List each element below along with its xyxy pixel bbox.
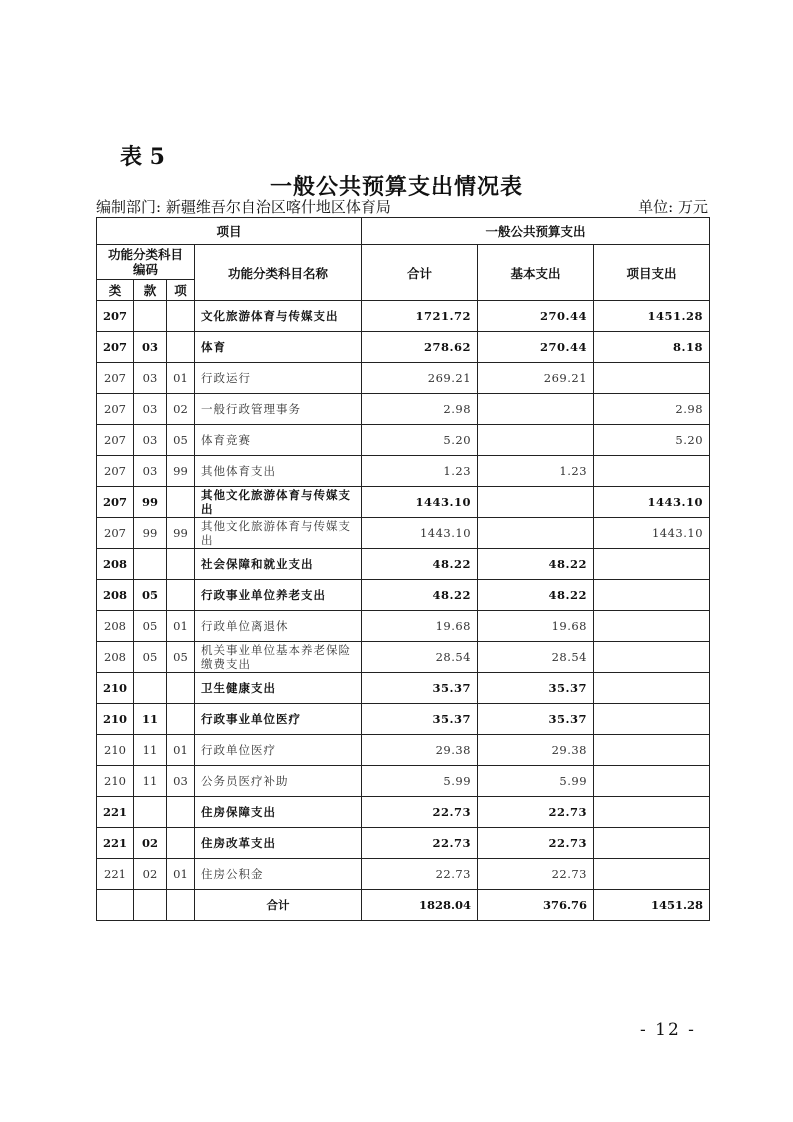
cell-lei: 207 — [97, 394, 134, 425]
table-row — [97, 735, 710, 766]
table-row — [97, 580, 710, 611]
cell-name: 其他文化旅游体育与传媒支出 — [195, 487, 362, 518]
header-row-mid — [97, 245, 710, 280]
cell-name: 体育竞赛 — [195, 425, 362, 456]
cell-total: 5.99 — [362, 766, 478, 797]
cell-name: 行政单位医疗 — [195, 735, 362, 766]
cell-kuan: 11 — [134, 735, 167, 766]
cell-total: 1443.10 — [362, 487, 478, 518]
table-row — [97, 859, 710, 890]
cell-basic: 269.21 — [478, 363, 594, 394]
cell-name: 文化旅游体育与传媒支出 — [195, 301, 362, 332]
cell-kuan: 03 — [134, 363, 167, 394]
cell-total: 1443.10 — [362, 518, 478, 549]
table-row — [97, 828, 710, 859]
cell-lei: 207 — [97, 456, 134, 487]
cell-xiang — [167, 797, 195, 828]
header-code: 功能分类科目编码 — [97, 245, 195, 280]
cell-basic: 1.23 — [478, 456, 594, 487]
totals-label: 合计 — [195, 890, 362, 921]
totals-project: 1451.28 — [594, 890, 710, 921]
cell-lei: 221 — [97, 859, 134, 890]
meta-row — [96, 196, 708, 217]
cell-total: 1.23 — [362, 456, 478, 487]
document-title: 一般公共预算支出情况表 — [269, 174, 523, 200]
cell-lei: 221 — [97, 828, 134, 859]
cell-total: 35.37 — [362, 704, 478, 735]
cell-lei: 207 — [97, 518, 134, 549]
cell-project — [594, 580, 710, 611]
cell-basic: 22.73 — [478, 859, 594, 890]
cell-name: 住房公积金 — [195, 859, 362, 890]
cell-kuan — [134, 673, 167, 704]
cell-xiang: 03 — [167, 766, 195, 797]
cell-xiang — [167, 549, 195, 580]
cell-total: 269.21 — [362, 363, 478, 394]
cell-project — [594, 859, 710, 890]
cell-lei: 207 — [97, 363, 134, 394]
cell-basic: 270.44 — [478, 332, 594, 363]
cell-total: 35.37 — [362, 673, 478, 704]
table-row — [97, 704, 710, 735]
cell-lei: 210 — [97, 735, 134, 766]
cell-kuan — [134, 549, 167, 580]
cell-xiang: 99 — [167, 456, 195, 487]
cell-xiang: 01 — [167, 363, 195, 394]
cell-lei: 207 — [97, 332, 134, 363]
cell-name: 卫生健康支出 — [195, 673, 362, 704]
cell-project — [594, 704, 710, 735]
cell-xiang — [167, 580, 195, 611]
cell-basic: 19.68 — [478, 611, 594, 642]
cell-project — [594, 363, 710, 394]
cell-kuan: 05 — [134, 611, 167, 642]
page-number: - 12 - — [640, 1020, 696, 1040]
cell-basic: 35.37 — [478, 704, 594, 735]
header-total: 合计 — [362, 245, 478, 301]
table-row — [97, 425, 710, 456]
cell-project: 8.18 — [594, 332, 710, 363]
cell-lei: 208 — [97, 580, 134, 611]
cell-project: 1443.10 — [594, 487, 710, 518]
totals-xiang — [167, 890, 195, 921]
cell-total: 1721.72 — [362, 301, 478, 332]
cell-basic: 35.37 — [478, 673, 594, 704]
cell-name: 其他体育支出 — [195, 456, 362, 487]
table-row — [97, 456, 710, 487]
table-row — [97, 518, 710, 549]
cell-lei: 210 — [97, 704, 134, 735]
department-label: 编制部门: 新疆维吾尔自治区喀什地区体育局 — [96, 198, 391, 216]
header-item: 项目 — [97, 218, 362, 245]
cell-lei: 208 — [97, 611, 134, 642]
cell-lei: 207 — [97, 425, 134, 456]
cell-kuan: 03 — [134, 394, 167, 425]
cell-xiang — [167, 301, 195, 332]
cell-kuan: 02 — [134, 859, 167, 890]
cell-basic: 29.38 — [478, 735, 594, 766]
table-row — [97, 549, 710, 580]
totals-lei — [97, 890, 134, 921]
totals-kuan — [134, 890, 167, 921]
cell-xiang: 05 — [167, 425, 195, 456]
cell-total: 29.38 — [362, 735, 478, 766]
cell-name: 行政事业单位医疗 — [195, 704, 362, 735]
cell-kuan: 05 — [134, 642, 167, 673]
cell-project: 5.20 — [594, 425, 710, 456]
cell-kuan: 03 — [134, 425, 167, 456]
cell-kuan: 11 — [134, 766, 167, 797]
cell-kuan — [134, 301, 167, 332]
cell-name: 公务员医疗补助 — [195, 766, 362, 797]
cell-lei: 208 — [97, 642, 134, 673]
cell-total: 278.62 — [362, 332, 478, 363]
cell-xiang: 02 — [167, 394, 195, 425]
cell-basic: 22.73 — [478, 828, 594, 859]
cell-project — [594, 611, 710, 642]
cell-name: 行政事业单位养老支出 — [195, 580, 362, 611]
cell-name: 行政运行 — [195, 363, 362, 394]
totals-row — [97, 890, 710, 921]
cell-basic: 48.22 — [478, 580, 594, 611]
cell-xiang: 05 — [167, 642, 195, 673]
header-project: 项目支出 — [594, 245, 710, 301]
cell-basic: 270.44 — [478, 301, 594, 332]
cell-xiang — [167, 828, 195, 859]
cell-project: 2.98 — [594, 394, 710, 425]
cell-xiang: 01 — [167, 859, 195, 890]
cell-name: 行政单位离退休 — [195, 611, 362, 642]
cell-name: 住房改革支出 — [195, 828, 362, 859]
cell-total: 5.20 — [362, 425, 478, 456]
cell-lei: 208 — [97, 549, 134, 580]
cell-basic — [478, 425, 594, 456]
cell-xiang — [167, 704, 195, 735]
cell-project — [594, 673, 710, 704]
header-kuan: 款 — [134, 280, 167, 301]
cell-basic — [478, 487, 594, 518]
cell-project: 1443.10 — [594, 518, 710, 549]
cell-project — [594, 797, 710, 828]
cell-kuan: 11 — [134, 704, 167, 735]
cell-kuan: 05 — [134, 580, 167, 611]
cell-xiang: 99 — [167, 518, 195, 549]
table-number: 表 5 — [120, 144, 165, 170]
cell-name: 一般行政管理事务 — [195, 394, 362, 425]
cell-lei: 210 — [97, 673, 134, 704]
cell-kuan: 03 — [134, 456, 167, 487]
totals-total: 1828.04 — [362, 890, 478, 921]
cell-name: 其他文化旅游体育与传媒支出 — [195, 518, 362, 549]
cell-xiang — [167, 673, 195, 704]
cell-name: 社会保障和就业支出 — [195, 549, 362, 580]
cell-project — [594, 549, 710, 580]
cell-basic — [478, 518, 594, 549]
cell-name: 住房保障支出 — [195, 797, 362, 828]
cell-kuan: 99 — [134, 518, 167, 549]
table-row — [97, 332, 710, 363]
cell-basic: 48.22 — [478, 549, 594, 580]
table-row — [97, 642, 710, 673]
table-row — [97, 394, 710, 425]
cell-project — [594, 735, 710, 766]
table-row — [97, 673, 710, 704]
cell-lei: 207 — [97, 301, 134, 332]
cell-kuan — [134, 797, 167, 828]
cell-name: 机关事业单位基本养老保险缴费支出 — [195, 642, 362, 673]
cell-xiang: 01 — [167, 611, 195, 642]
cell-total: 22.73 — [362, 797, 478, 828]
unit-label: 单位: 万元 — [638, 198, 708, 216]
cell-xiang — [167, 487, 195, 518]
header-name: 功能分类科目名称 — [195, 245, 362, 301]
cell-kuan: 03 — [134, 332, 167, 363]
cell-project: 1451.28 — [594, 301, 710, 332]
table-row — [97, 363, 710, 394]
totals-basic: 376.76 — [478, 890, 594, 921]
table-row — [97, 301, 710, 332]
cell-total: 48.22 — [362, 580, 478, 611]
table-row — [97, 797, 710, 828]
table-row — [97, 611, 710, 642]
cell-basic: 28.54 — [478, 642, 594, 673]
header-xiang: 项 — [167, 280, 195, 301]
cell-basic — [478, 394, 594, 425]
cell-lei: 207 — [97, 487, 134, 518]
cell-total: 48.22 — [362, 549, 478, 580]
table-row — [97, 766, 710, 797]
cell-xiang: 01 — [167, 735, 195, 766]
cell-total: 2.98 — [362, 394, 478, 425]
cell-total: 28.54 — [362, 642, 478, 673]
cell-kuan: 02 — [134, 828, 167, 859]
cell-lei: 210 — [97, 766, 134, 797]
header-row-top — [97, 218, 710, 245]
cell-lei: 221 — [97, 797, 134, 828]
cell-project — [594, 766, 710, 797]
cell-project — [594, 642, 710, 673]
cell-basic: 5.99 — [478, 766, 594, 797]
cell-basic: 22.73 — [478, 797, 594, 828]
cell-total: 22.73 — [362, 828, 478, 859]
cell-total: 19.68 — [362, 611, 478, 642]
cell-total: 22.73 — [362, 859, 478, 890]
cell-kuan: 99 — [134, 487, 167, 518]
header-basic: 基本支出 — [478, 245, 594, 301]
header-expenditure: 一般公共预算支出 — [362, 218, 710, 245]
cell-xiang — [167, 332, 195, 363]
budget-table — [96, 217, 710, 921]
header-lei: 类 — [97, 280, 134, 301]
table-row — [97, 487, 710, 518]
cell-project — [594, 828, 710, 859]
cell-project — [594, 456, 710, 487]
cell-name: 体育 — [195, 332, 362, 363]
